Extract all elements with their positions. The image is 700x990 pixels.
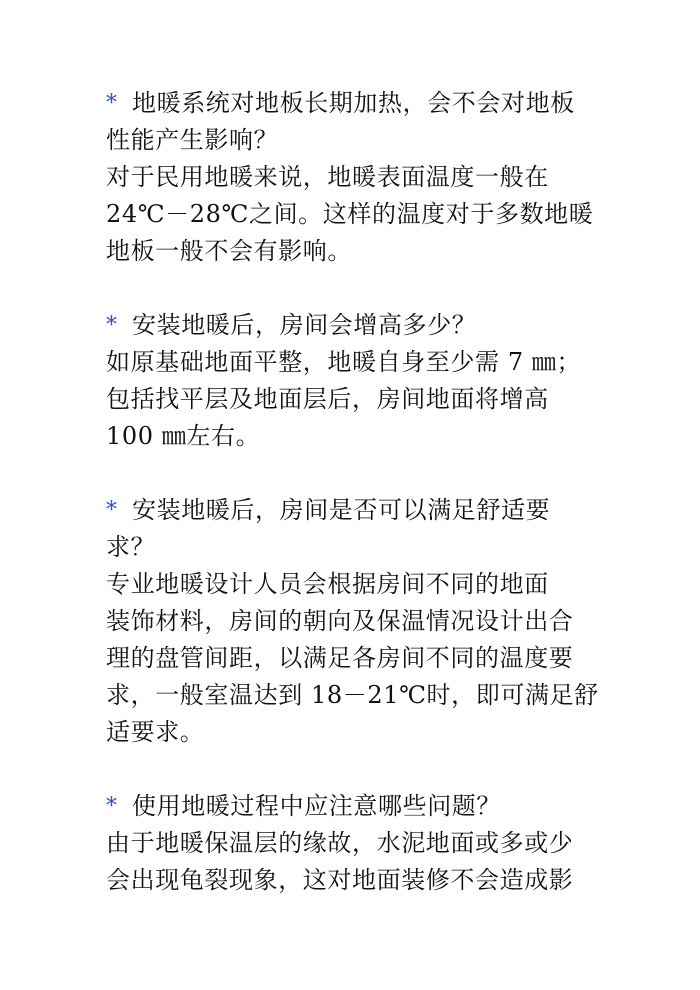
answer-line: 100 ㎜左右。 <box>106 422 261 450</box>
question-line: * 使用地暖过程中应注意哪些问题？ <box>106 788 606 825</box>
faq-item-usage-notes <box>106 788 606 899</box>
answer-line: 理的盘管间距，以满足各房间不同的温度要 <box>106 644 574 672</box>
answer-line: 适要求。 <box>106 718 205 746</box>
answer-line: 对于民用地暖来说，地暖表面温度一般在 <box>106 163 549 191</box>
answer-line: 由于地暖保温层的缘故，水泥地面或多或少 <box>106 829 574 857</box>
document-body <box>106 85 606 936</box>
answer-line: 专业地暖设计人员会根据房间不同的地面 <box>106 570 549 598</box>
question-line: * 安装地暖后，房间是否可以满足舒适要 <box>106 492 606 529</box>
question-line: * 安装地暖后，房间会增高多少？ <box>106 307 606 344</box>
faq-item-comfort <box>106 492 606 751</box>
bullet-asterisk-icon: * <box>106 91 118 116</box>
answer-line: 如原基础地面平整，地暖自身至少需 7 ㎜； <box>106 348 582 376</box>
answer-line: 会出现龟裂现象，这对地面装修不会造成影 <box>106 866 574 894</box>
question-line: * 地暖系统对地板长期加热，会不会对地板 <box>106 85 606 122</box>
bullet-asterisk-icon: * <box>106 498 118 523</box>
faq-item-room-height <box>106 307 606 455</box>
answer-line: 24℃－28℃之间。这样的温度对于多数地暖 <box>106 200 594 228</box>
answer-line: 求，一般室温达到 18－21℃时，即可满足舒 <box>106 681 599 709</box>
question-line: 性能产生影响？ <box>106 126 279 154</box>
question-line: 求？ <box>106 533 156 561</box>
bullet-asterisk-icon: * <box>106 313 118 338</box>
faq-item-floor-heating-effect <box>106 85 606 270</box>
answer-line: 地板一般不会有影响。 <box>106 237 352 265</box>
answer-line: 装饰材料，房间的朝向及保温情况设计出合 <box>106 607 574 635</box>
bullet-asterisk-icon: * <box>106 794 118 819</box>
answer-line: 包括找平层及地面层后，房间地面将增高 <box>106 385 549 413</box>
